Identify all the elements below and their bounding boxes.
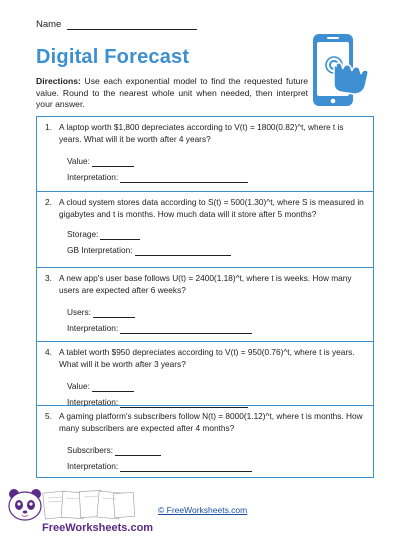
- question-text: A cloud system stores data according to S(t) = 500(1.30)^t, where S is measured in gigabytes and t is months. How much data will it store after 5 months?: [59, 197, 364, 219]
- worksheet-stack-icon: [43, 490, 135, 519]
- answer-row: [67, 460, 367, 472]
- answer-label: Users:: [67, 307, 91, 317]
- answer-row: [67, 155, 367, 167]
- directions-label: Directions:: [36, 76, 81, 86]
- answer-line[interactable]: [92, 158, 134, 167]
- answer-label: Value:: [67, 381, 90, 391]
- answer-line[interactable]: [100, 231, 140, 240]
- answer-line[interactable]: [92, 383, 134, 392]
- answer-line[interactable]: [120, 325, 252, 334]
- answer-label: Interpretation:: [67, 397, 119, 407]
- answer-label: Interpretation:: [67, 461, 119, 471]
- panda-icon: [9, 489, 41, 520]
- question-text: A gaming platform's subscribers follow N(t) = 8000(1.12)^t, where t is months. How many subscribers are expected after 4 months?: [59, 411, 363, 433]
- answer-line[interactable]: [120, 463, 252, 472]
- answer-label: Interpretation:: [67, 323, 119, 333]
- answer-row: [67, 228, 367, 240]
- question-5: [37, 405, 373, 477]
- answer-row: [67, 444, 367, 456]
- directions-block: [36, 76, 308, 111]
- answer-line[interactable]: [93, 309, 135, 318]
- name-label: Name: [36, 19, 62, 30]
- questions-box: [36, 116, 374, 478]
- question-number: 3.: [45, 273, 52, 283]
- copyright-link[interactable]: © FreeWorksheets.com: [158, 505, 248, 515]
- answer-label: Storage:: [67, 229, 99, 239]
- panda-logo-icon: [4, 488, 164, 536]
- logo-wordmark: FreeWorksheets.com: [42, 522, 154, 534]
- answer-label: Interpretation:: [67, 172, 119, 182]
- answer-row: [67, 244, 367, 256]
- question-number: 1.: [45, 122, 52, 132]
- question-number: 2.: [45, 197, 52, 207]
- answer-row: [67, 380, 367, 392]
- name-input-line[interactable]: [67, 21, 197, 30]
- question-1: [37, 117, 373, 191]
- answer-line[interactable]: [135, 247, 231, 256]
- answer-label: Subscribers:: [67, 445, 114, 455]
- answer-row: [67, 171, 367, 183]
- question-3: [37, 267, 373, 341]
- answer-line[interactable]: [120, 399, 248, 408]
- question-2: [37, 191, 373, 267]
- question-number: 4.: [45, 347, 52, 357]
- answer-label: GB Interpretation:: [67, 245, 133, 255]
- question-text: A new app's user base follows U(t) = 2400(1.18)^t, where t is weeks. How many users are expected after 6 weeks?: [59, 273, 352, 295]
- page-title: Digital Forecast: [36, 46, 190, 68]
- answer-row: [67, 306, 367, 318]
- question-4: [37, 341, 373, 405]
- answer-row: [67, 322, 367, 334]
- directions-text: Use each exponential model to find the requested future value. Round to the nearest whole unit when needed, then interpret your answer.: [36, 76, 308, 110]
- question-text: A laptop worth $1,800 depreciates according to V(t) = 1800(0.82)^t, where t is years. What will it be worth after 4 years?: [59, 122, 344, 144]
- name-field: [36, 19, 197, 30]
- tablet-touch-icon: [310, 32, 374, 112]
- question-text: A tablet worth $950 depreciates according to V(t) = 950(0.76)^t, where t is years. What will it be worth after 3 years?: [59, 347, 355, 369]
- answer-label: Value:: [67, 156, 90, 166]
- answer-line[interactable]: [115, 447, 161, 456]
- answer-line[interactable]: [120, 174, 248, 183]
- question-number: 5.: [45, 411, 52, 421]
